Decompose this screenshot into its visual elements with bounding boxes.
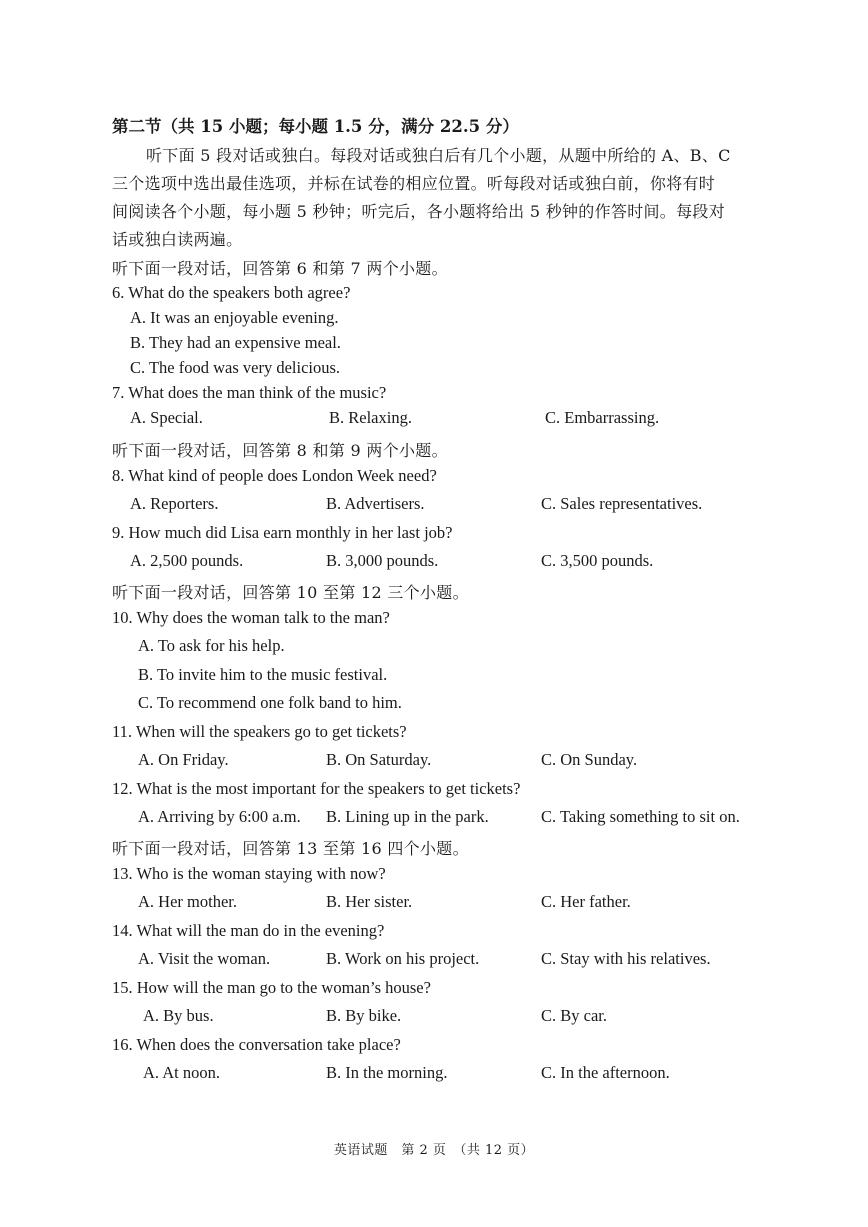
question-8: 8. What kind of people does London Week need? [112,466,437,485]
question-7: 7. What does the man think of the music? [112,383,387,402]
question-16: 16. When does the conversation take place? [112,1035,401,1054]
instructions-line: 三个选项中选出最佳选项，并标在试卷的相应位置。听每段对话或独白前，你将有时 [112,174,716,193]
instructions-line: 听下面 5 段对话或独白。每段对话或独白后有几个小题，从题中所给的 A、B、C [146,146,731,165]
question-13-option-b: B. Her sister. [326,892,413,911]
question-10: 10. Why does the woman talk to the man? [112,608,390,627]
question-11-option-a: A. On Friday. [138,750,229,769]
question-7-option-a: A. Special. [130,408,203,427]
page-footer: 英语试题 第 2 页 （共 12 页） [333,1143,535,1158]
section-title: 第二节（共 15 小题；每小题 1.5 分，满分 22.5 分） [112,117,519,136]
question-7-option-c: C. Embarrassing. [545,408,660,427]
question-15-option-c: C. By car. [541,1006,607,1025]
question-14: 14. What will the man do in the evening? [112,921,385,940]
question-15: 15. How will the man go to the woman’s house? [112,978,431,997]
question-8-option-c: C. Sales representatives. [541,494,703,513]
group-intro: 听下面一段对话，回答第 13 至第 16 四个小题。 [112,839,469,858]
question-13-option-a: A. Her mother. [138,892,237,911]
question-15-option-b: B. By bike. [326,1006,402,1025]
question-6-option-c: C. The food was very delicious. [130,358,341,377]
question-7-option-b: B. Relaxing. [329,408,412,427]
question-12-option-a: A. Arriving by 6:00 a.m. [138,807,301,826]
group-intro: 听下面一段对话，回答第 10 至第 12 三个小题。 [112,583,469,602]
question-6: 6. What do the speakers both agree? [112,283,351,302]
instructions-line: 话或独白读两遍。 [112,230,243,249]
question-14-option-c: C. Stay with his relatives. [541,949,711,968]
question-6-option-b: B. They had an expensive meal. [130,333,341,352]
question-11-option-b: B. On Saturday. [326,750,432,769]
question-12-option-c: C. Taking something to sit on. [541,807,740,826]
question-11-option-c: C. On Sunday. [541,750,638,769]
question-14-option-a: A. Visit the woman. [138,949,271,968]
question-12-option-b: B. Lining up in the park. [326,807,489,826]
question-9-option-b: B. 3,000 pounds. [326,551,439,570]
question-8-option-b: B. Advertisers. [326,494,425,513]
question-9-option-c: C. 3,500 pounds. [541,551,654,570]
instructions-line: 间阅读各个小题，每小题 5 秒钟；听完后，各小题将给出 5 秒钟的作答时间。每段对 [112,202,726,221]
question-8-option-a: A. Reporters. [130,494,219,513]
question-15-option-a: A. By bus. [143,1006,214,1025]
group-intro: 听下面一段对话，回答第 8 和第 9 两个小题。 [112,441,448,460]
question-10-option-c: C. To recommend one folk band to him. [138,693,402,712]
question-16-option-a: A. At noon. [143,1063,221,1082]
question-13: 13. Who is the woman staying with now? [112,864,386,883]
question-9: 9. How much did Lisa earn monthly in her last job? [112,523,453,542]
question-13-option-c: C. Her father. [541,892,631,911]
question-6-option-a: A. It was an enjoyable evening. [130,308,339,327]
question-16-option-b: B. In the morning. [326,1063,448,1082]
group-intro: 听下面一段对话，回答第 6 和第 7 两个小题。 [112,259,448,278]
question-10-option-a: A. To ask for his help. [138,636,285,655]
question-14-option-b: B. Work on his project. [326,949,480,968]
question-10-option-b: B. To invite him to the music festival. [138,665,388,684]
question-9-option-a: A. 2,500 pounds. [130,551,244,570]
question-16-option-c: C. In the afternoon. [541,1063,670,1082]
question-12: 12. What is the most important for the speakers to get tickets? [112,779,521,798]
question-11: 11. When will the speakers go to get tickets? [112,722,407,741]
